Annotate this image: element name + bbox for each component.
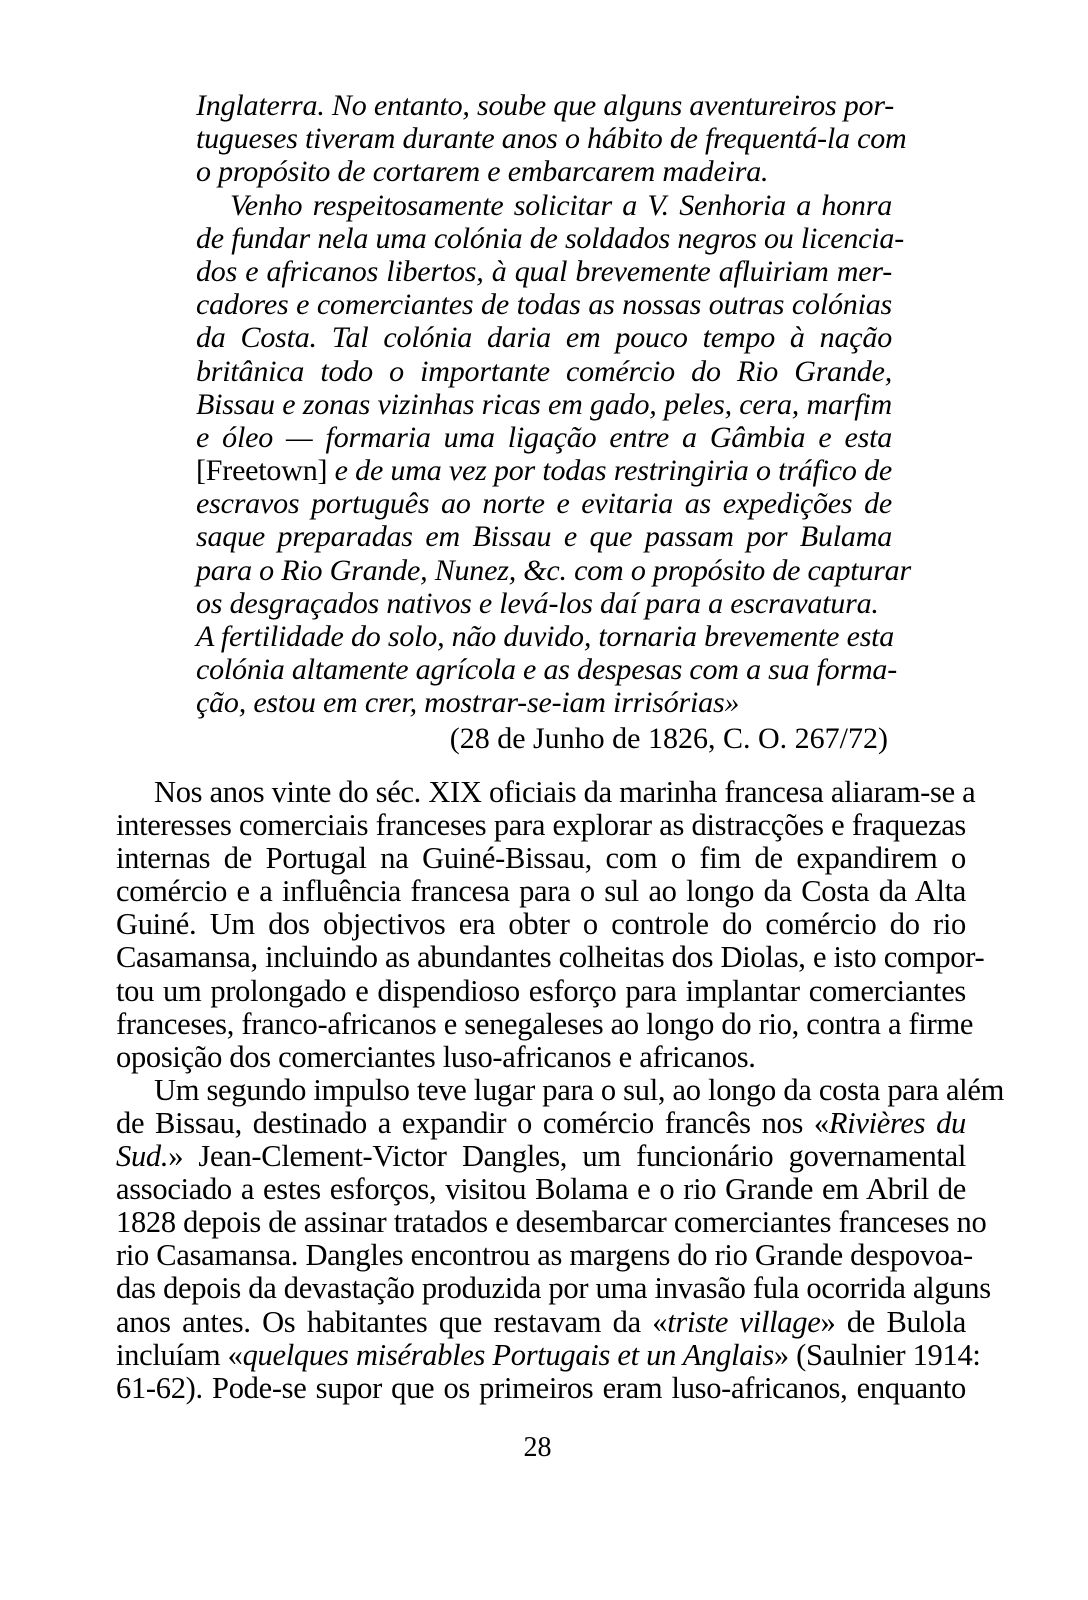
quote-line: tugueses tiveram durante anos o hábito de frequentá-la com: [196, 122, 907, 156]
paragraph-line: [116, 1107, 966, 1140]
quote-line: e óleo — formaria uma ligação entre a Gâmbia e esta: [196, 420, 892, 454]
quote-line: britânica todo o importante comércio do Rio Grande,: [196, 354, 892, 388]
paragraph-line: Nos anos vinte do séc. XIX oficiais da marinha francesa aliaram-se a: [154, 775, 976, 809]
quote-line: o propósito de cortarem e embarcarem madeira.: [196, 155, 769, 189]
paragraph-line: [116, 1140, 966, 1173]
quote-line: de fundar nela uma colónia de soldados negros ou licencia-: [196, 221, 905, 255]
block-quotation: [196, 89, 911, 720]
quote-line: escravos português ao norte e evitaria as expedições de: [196, 487, 892, 521]
quote-line: para o Rio Grande, Nunez, &c. com o propósito de capturar: [196, 553, 911, 587]
quote-line: saque preparadas em Bissau e que passam por Bulama: [196, 520, 892, 554]
quote-line: colónia altamente agrícola e as despesas com a sua forma-: [196, 653, 898, 687]
quote-line: [196, 454, 892, 487]
paragraph-line: Guiné. Um dos objectivos era obter o controle do comércio do rio: [116, 907, 966, 942]
quote-line-rest: e de uma vez por todas restringiria o tráfico de: [334, 454, 892, 488]
freetown-bracket: [Freetown]: [196, 454, 328, 488]
quote-line: Venho respeitosamente solicitar a V. Senhoria a honra: [230, 188, 892, 222]
paragraph-line: [116, 1337, 981, 1372]
paragraph-line: internas de Portugal na Guiné-Bissau, com o fim de expandirem o: [116, 841, 966, 876]
text-run: » de Bulola: [820, 1304, 967, 1339]
quote-line: dos e africanos libertos, à qual brevemente afluiriam mer-: [196, 254, 892, 288]
paragraph-line: 1828 depois de assinar tratados e desembarcar comerciantes franceses no: [116, 1205, 987, 1240]
text-run: de Bissau, destinado a expandir o comércio francês nos «: [116, 1105, 829, 1140]
italic-term: triste village: [667, 1304, 821, 1339]
quote-line: ção, estou em crer, mostrar-se-iam irrisórias»: [196, 686, 740, 720]
quote-line: Inglaterra. No entanto, soube que alguns aventureiros por-: [196, 89, 895, 122]
text-run: » Jean-Clement-Victor Dangles, um funcionário governamental: [168, 1139, 966, 1174]
paragraph-line: Casamansa, incluindo as abundantes colheitas dos Diolas, e isto compor-: [116, 940, 985, 975]
italic-term: quelques misérables Portugais et un Anglais: [242, 1337, 774, 1372]
paragraph-line: rio Casamansa. Dangles encontrou as margens do rio Grande despovoa-: [116, 1238, 973, 1273]
quote-citation: (28 de Junho de 1826, C. O. 267/72): [449, 722, 888, 755]
paragraph-line: 61-62). Pode-se supor que os primeiros eram luso-africanos, enquanto: [116, 1370, 966, 1405]
quote-line: Bissau e zonas vizinhas ricas em gado, peles, cera, marfim: [196, 387, 892, 421]
paragraph-line: das depois da devastação produzida por uma invasão fula ocorrida alguns: [116, 1271, 991, 1306]
italic-term: Sud.: [116, 1139, 169, 1174]
paragraph-line: Um segundo impulso teve lugar para o sul, ao longo da costa para além: [154, 1072, 1005, 1107]
paragraph-line: oposição dos comerciantes luso-africanos e africanos.: [116, 1039, 756, 1074]
body-text: [116, 775, 1005, 1405]
paragraph-line: franceses, franco-africanos e senegaleses ao longo do rio, contra a firme: [116, 1006, 974, 1041]
page-number: 28: [523, 1432, 552, 1463]
paragraph-line: comércio e a influência francesa para o sul ao longo da Costa da Alta: [116, 874, 966, 909]
quote-line: os desgraçados nativos e levá-los daí para a escravatura.: [196, 586, 879, 620]
quote-line: cadores e comerciantes de todas as nossas outras colónias: [196, 288, 892, 322]
paragraph-line: interesses comerciais franceses para explorar as distracções e fraquezas: [116, 808, 966, 843]
text-run: » (Saulnier 1914:: [773, 1337, 981, 1372]
italic-term: Rivières du: [828, 1105, 966, 1140]
text-run: incluíam «: [116, 1337, 243, 1372]
paragraph-line: tou um prolongado e dispendioso esforço para implantar comerciantes: [116, 973, 966, 1008]
paragraph-line: associado a estes esforços, visitou Bolama e o rio Grande em Abril de: [116, 1172, 966, 1207]
text-run: anos antes. Os habitantes que restavam da «: [116, 1304, 668, 1339]
quote-line: A fertilidade do solo, não duvido, tornaria brevemente esta: [196, 620, 895, 653]
quote-line: da Costa. Tal colónia daria em pouco tempo à nação: [196, 321, 892, 355]
paragraph-line: [116, 1306, 966, 1339]
